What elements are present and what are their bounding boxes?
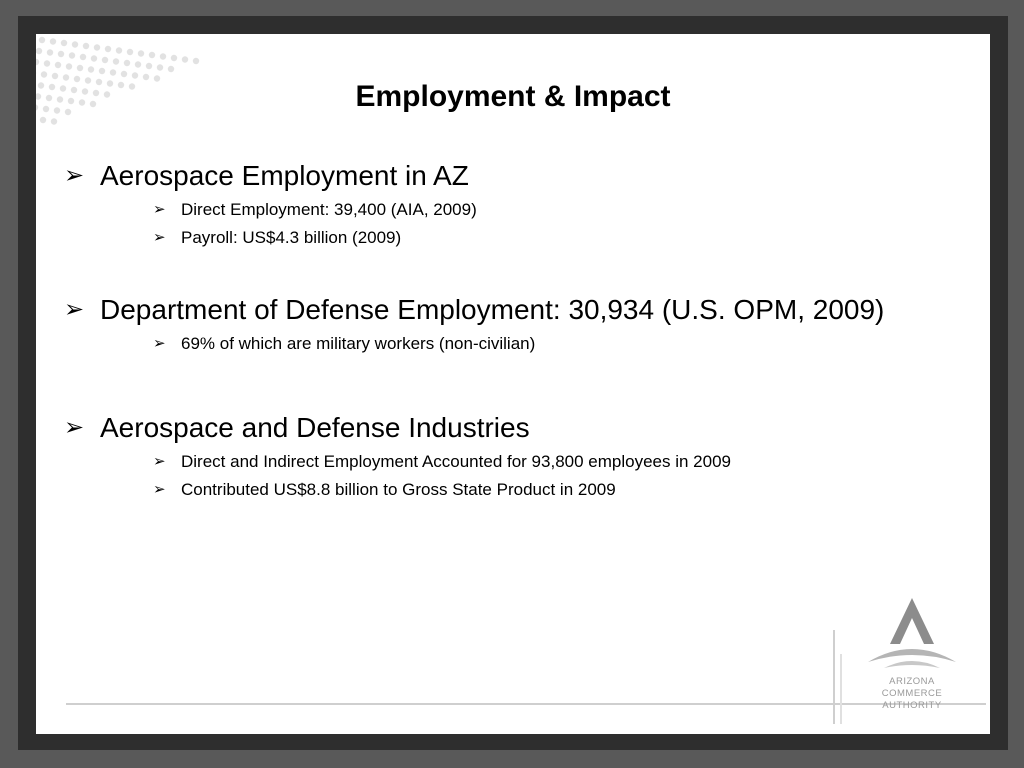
logo-wordmark [862, 676, 962, 712]
logo-line-3: AUTHORITY [882, 700, 942, 711]
arrow-bullet-icon: ➢ [153, 229, 166, 246]
bullet-dod-employment [64, 292, 964, 358]
arrow-bullet-icon: ➢ [64, 414, 85, 441]
arrow-bullet-icon: ➢ [153, 335, 166, 352]
sub-bullet-text: Direct and Indirect Employment Accounted for 93,800 employees in 2009 [181, 452, 731, 471]
bullet-list [64, 158, 964, 504]
bullet-text: Aerospace Employment in AZ [100, 160, 469, 191]
arrow-bullet-icon: ➢ [153, 201, 166, 218]
arrow-bullet-icon: ➢ [64, 162, 85, 189]
sub-bullet-gross-state-product [100, 476, 964, 504]
footer-divider-vertical [833, 630, 835, 724]
logo-line-2: COMMERCE [881, 688, 943, 699]
arrow-bullet-icon: ➢ [153, 453, 166, 470]
bullet-aerospace-defense-industries [64, 410, 964, 504]
bullet-text: Aerospace and Defense Industries [100, 412, 530, 443]
sub-bullet-text: 69% of which are military workers (non-civilian) [181, 334, 536, 353]
sub-bullet-text: Direct Employment: 39,400 (AIA, 2009) [181, 200, 477, 219]
slide [36, 34, 990, 734]
footer-divider-horizontal [66, 703, 986, 705]
sub-bullet-text: Payroll: US$4.3 billion (2009) [181, 228, 402, 247]
arrow-bullet-icon: ➢ [153, 481, 166, 498]
sub-bullet-list [100, 196, 964, 252]
sub-bullet-indirect-employment [100, 448, 964, 476]
bullet-aerospace-employment [64, 158, 964, 252]
arrow-bullet-icon: ➢ [64, 296, 85, 323]
sub-bullet-military-workers [100, 330, 964, 358]
footer-divider-vertical-secondary [840, 654, 842, 724]
sub-bullet-list [100, 448, 964, 504]
bullet-text: Department of Defense Employment: 30,934 (U.S. OPM, 2009) [100, 294, 885, 325]
sub-bullet-text: Contributed US$8.8 billion to Gross State Product in 2009 [181, 480, 616, 499]
sub-bullet-list [100, 330, 964, 358]
slide-title: Employment & Impact [355, 80, 671, 113]
sub-bullet-payroll [100, 224, 964, 252]
sub-bullet-direct-employment [100, 196, 964, 224]
logo-line-1: ARIZONA [889, 676, 935, 687]
